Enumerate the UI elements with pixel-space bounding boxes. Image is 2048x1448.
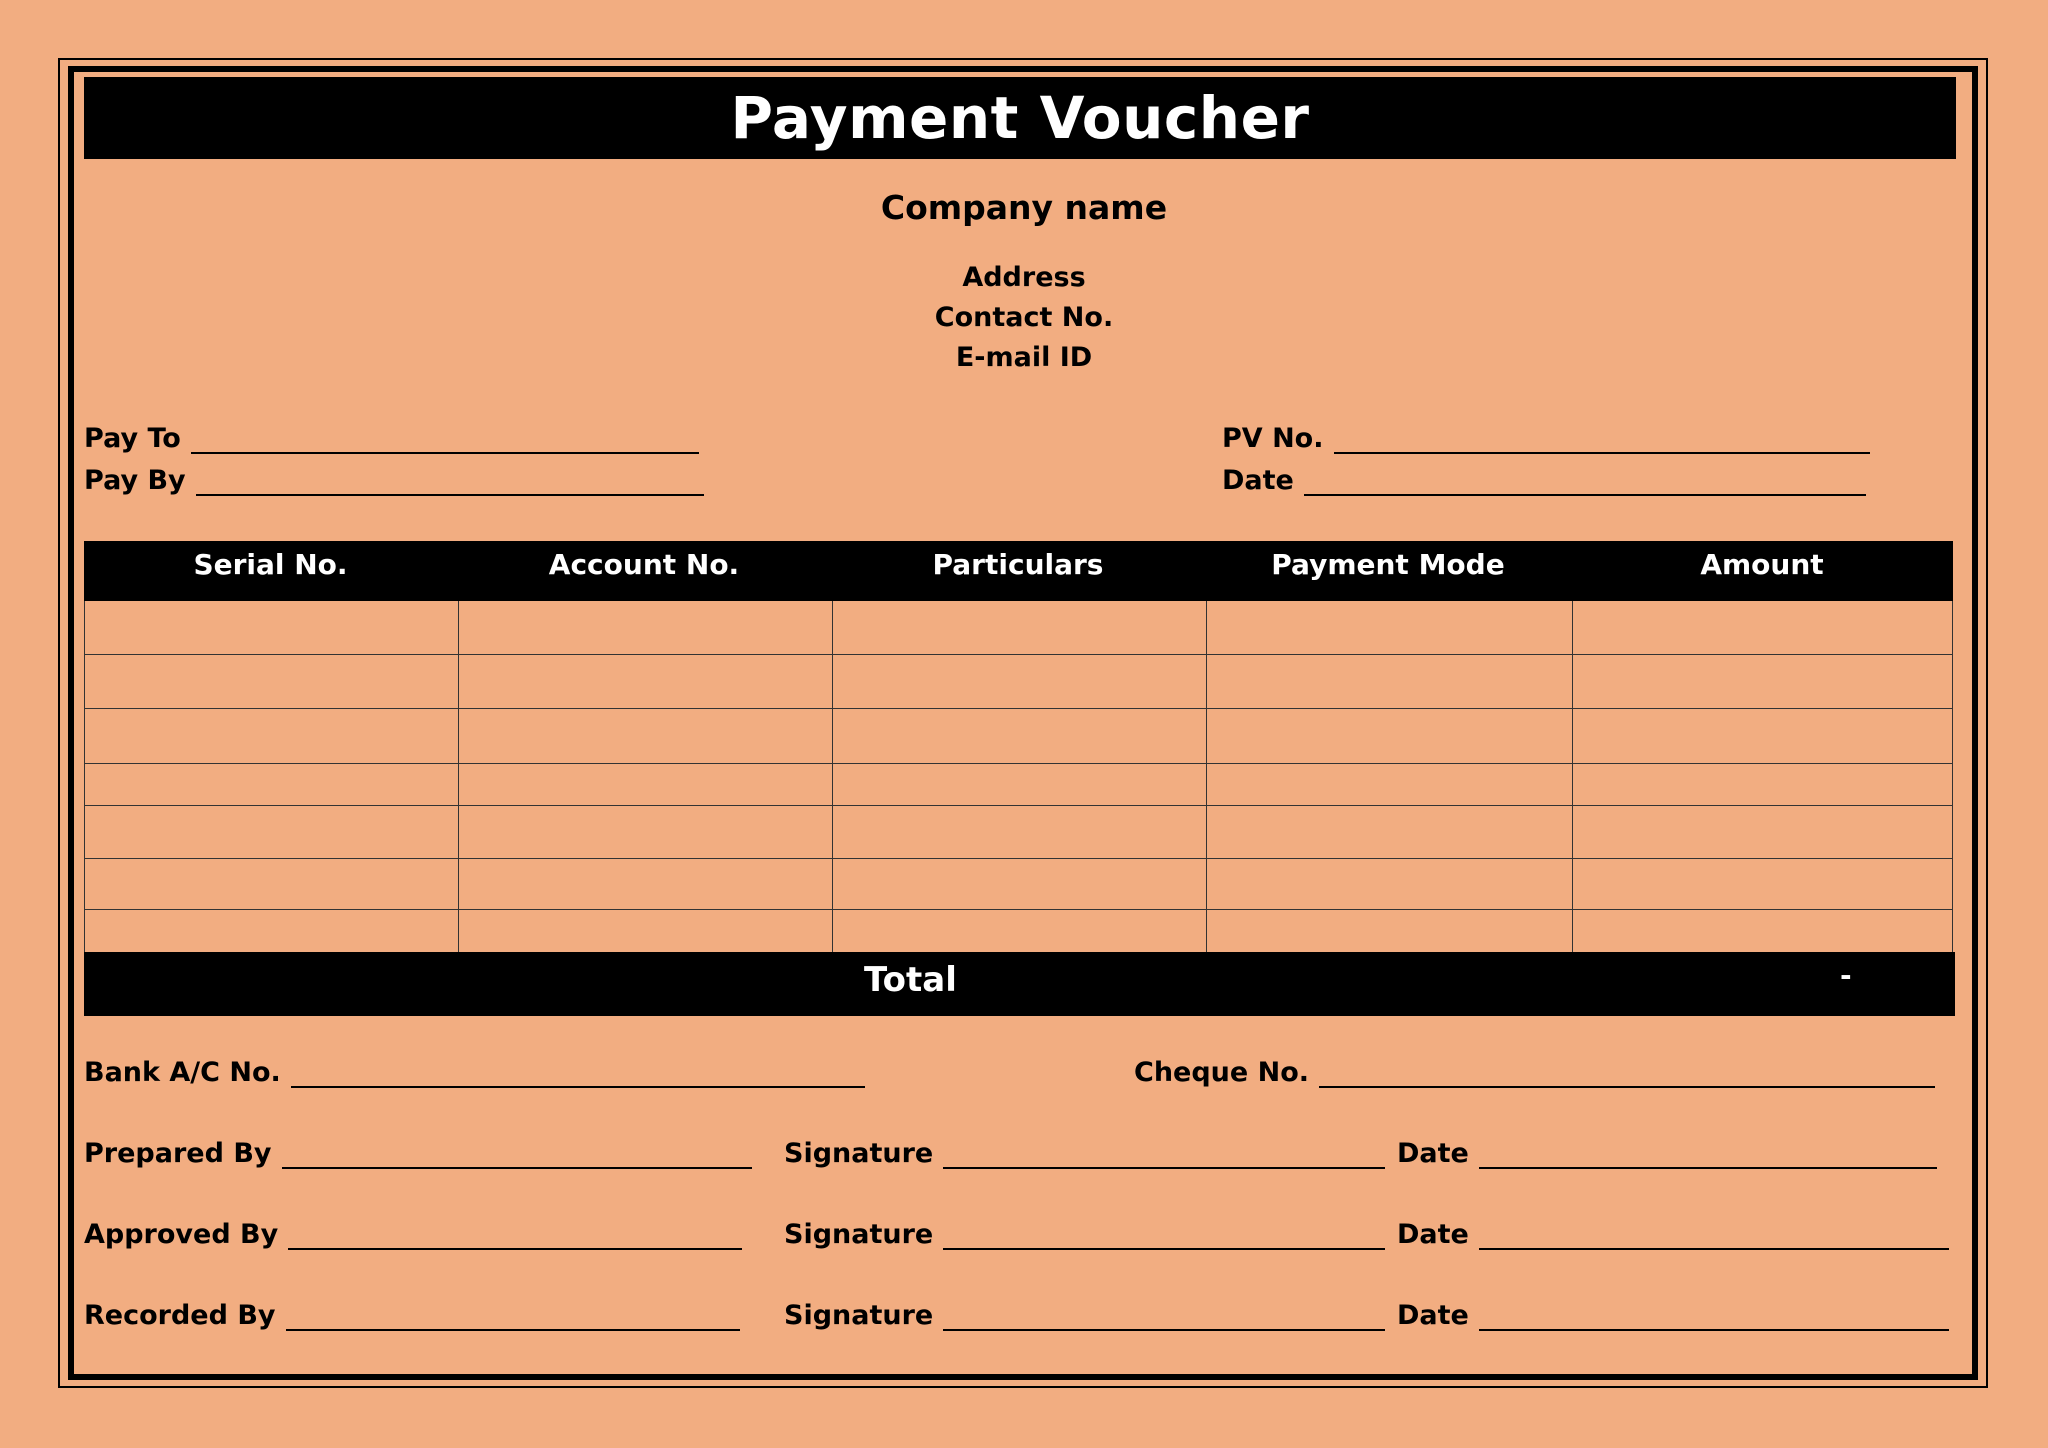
col-divider <box>458 601 459 952</box>
recorded-date-field[interactable] <box>1397 1297 1949 1331</box>
recorded-by-label: Recorded By <box>84 1300 276 1331</box>
prepared-date-field[interactable] <box>1397 1135 1937 1169</box>
signature-input-line[interactable] <box>943 1141 1385 1169</box>
company-email: E-mail ID <box>955 342 1093 373</box>
col-divider <box>1206 601 1207 952</box>
col-divider <box>1572 601 1573 952</box>
date-input-line[interactable] <box>1479 1303 1949 1331</box>
company-name: Company name <box>880 188 1168 227</box>
pv-no-input-line[interactable] <box>1334 426 1870 454</box>
col-amount: Amount <box>1700 547 1824 581</box>
pay-to-field[interactable] <box>84 420 699 454</box>
total-row <box>84 952 1955 1016</box>
date-input-line[interactable] <box>1479 1141 1937 1169</box>
prepared-by-field[interactable] <box>84 1135 752 1169</box>
approved-signature-field[interactable] <box>784 1216 1385 1250</box>
cheque-no-field[interactable] <box>1134 1054 1935 1088</box>
approved-by-field[interactable] <box>84 1216 742 1250</box>
company-address: Address <box>962 262 1086 293</box>
pay-by-input-line[interactable] <box>196 468 704 496</box>
approved-by-label: Approved By <box>84 1219 279 1250</box>
row-divider <box>85 909 1952 910</box>
bank-ac-field[interactable] <box>84 1054 865 1088</box>
row-divider <box>85 654 1952 655</box>
date-label: Date <box>1222 465 1294 496</box>
recorded-by-input-line[interactable] <box>286 1303 740 1331</box>
approved-date-field[interactable] <box>1397 1216 1949 1250</box>
date-label: Date <box>1397 1219 1469 1250</box>
col-divider <box>832 601 833 952</box>
cheque-no-label: Cheque No. <box>1134 1057 1310 1088</box>
col-account-no: Account No. <box>548 547 740 581</box>
bank-ac-label: Bank A/C No. <box>84 1057 281 1088</box>
prepared-by-input-line[interactable] <box>282 1141 752 1169</box>
row-divider <box>85 805 1952 806</box>
col-particulars: Particulars <box>932 547 1104 581</box>
col-serial-no: Serial No. <box>193 547 348 581</box>
pv-no-label: PV No. <box>1222 423 1324 454</box>
signature-label: Signature <box>784 1219 934 1250</box>
date-input-line[interactable] <box>1479 1222 1949 1250</box>
bank-ac-input-line[interactable] <box>291 1060 865 1088</box>
total-amount: - <box>1840 958 1852 992</box>
prepared-by-label: Prepared By <box>84 1138 272 1169</box>
pay-to-label: Pay To <box>84 423 181 454</box>
row-divider <box>85 763 1952 764</box>
approved-by-input-line[interactable] <box>288 1222 742 1250</box>
row-divider <box>85 858 1952 859</box>
recorded-by-field[interactable] <box>84 1297 740 1331</box>
pay-by-label: Pay By <box>84 465 186 496</box>
col-payment-mode: Payment Mode <box>1271 547 1505 581</box>
row-divider <box>85 708 1952 709</box>
cheque-no-input-line[interactable] <box>1319 1060 1935 1088</box>
pay-to-input-line[interactable] <box>191 426 699 454</box>
table-body <box>84 601 1953 952</box>
table-header <box>84 541 1953 601</box>
date-input-line[interactable] <box>1304 468 1866 496</box>
date-field[interactable] <box>1222 462 1866 496</box>
voucher-title: Payment Voucher <box>84 77 1956 159</box>
signature-input-line[interactable] <box>943 1222 1385 1250</box>
pay-by-field[interactable] <box>84 462 704 496</box>
recorded-signature-field[interactable] <box>784 1297 1385 1331</box>
total-label: Total <box>864 960 957 1000</box>
date-label: Date <box>1397 1138 1469 1169</box>
prepared-signature-field[interactable] <box>784 1135 1385 1169</box>
signature-label: Signature <box>784 1138 934 1169</box>
pv-no-field[interactable] <box>1222 420 1870 454</box>
signature-label: Signature <box>784 1300 934 1331</box>
company-contact: Contact No. <box>934 302 1114 333</box>
date-label: Date <box>1397 1300 1469 1331</box>
signature-input-line[interactable] <box>943 1303 1385 1331</box>
